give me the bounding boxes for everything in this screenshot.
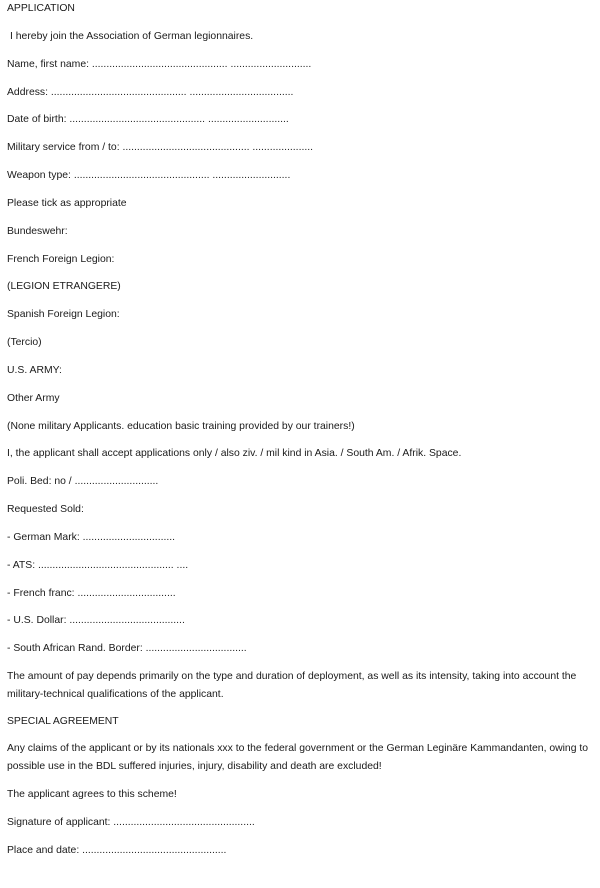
french-franc-field-line[interactable]: - French franc: .................................. <box>7 588 176 599</box>
option-other-army[interactable]: Other Army <box>7 393 60 404</box>
applicant-statement: I, the applicant shall accept applications only / also ziv. / mil kind in Asia. / South Am. / Afrik. Space. <box>7 448 462 459</box>
option-french-foreign-legion[interactable]: French Foreign Legion: <box>7 254 115 265</box>
option-us-army[interactable]: U.S. ARMY: <box>7 365 62 376</box>
option-bundeswehr[interactable]: Bundeswehr: <box>7 226 68 237</box>
military-service-field-line[interactable]: Military service from / to: ............................................ ..................... <box>7 142 314 153</box>
form-title: APPLICATION <box>7 3 75 14</box>
spanish-legion-note: (Tercio) <box>7 337 42 348</box>
pay-paragraph: The amount of pay depends primarily on the type and duration of deployment, as well as its intensity, taking into account the military-technical qualifications of the applicant. <box>7 671 577 700</box>
signature-field-line[interactable]: Signature of applicant: ................................................. <box>7 817 255 828</box>
name-field-line[interactable]: Name, first name: ............................................... ............................ <box>7 59 312 70</box>
south-african-rand-field-line[interactable]: - South African Rand. Border: ................................... <box>7 643 247 654</box>
address-field-line[interactable]: Address: ............................................... .................................... <box>7 87 294 98</box>
agreement-statement: The applicant agrees to this scheme! <box>7 789 177 800</box>
option-spanish-foreign-legion[interactable]: Spanish Foreign Legion: <box>7 309 120 320</box>
intro-text: I hereby join the Association of German legionnaires. <box>10 31 254 42</box>
us-dollar-field-line[interactable]: - U.S. Dollar: ........................................ <box>7 615 185 626</box>
poli-bed-field-line[interactable]: Poli. Bed: no / ............................. <box>7 476 159 487</box>
claims-paragraph: Any claims of the applicant or by its nationals xxx to the federal government or the German Leginäre Kammandanten, owing to possible use in the BDL suffered injuries, injury, disability and death are excluded! <box>7 743 589 772</box>
ats-field-line[interactable]: - ATS: ............................................... .... <box>7 560 189 571</box>
special-agreement-heading: SPECIAL AGREEMENT <box>7 716 119 727</box>
date-of-birth-field-line[interactable]: Date of birth: ............................................... ............................ <box>7 114 289 125</box>
non-military-note: (None military Applicants. education basic training provided by our trainers!) <box>7 421 355 432</box>
french-legion-note: (LEGION ETRANGERE) <box>7 281 121 292</box>
weapon-type-field-line[interactable]: Weapon type: ............................................... ........................... <box>7 170 291 181</box>
german-mark-field-line[interactable]: - German Mark: ................................ <box>7 532 176 543</box>
place-and-date-field-line[interactable]: Place and date: .................................................. <box>7 845 227 856</box>
tick-instruction: Please tick as appropriate <box>7 198 127 209</box>
requested-sold-heading: Requested Sold: <box>7 504 84 515</box>
